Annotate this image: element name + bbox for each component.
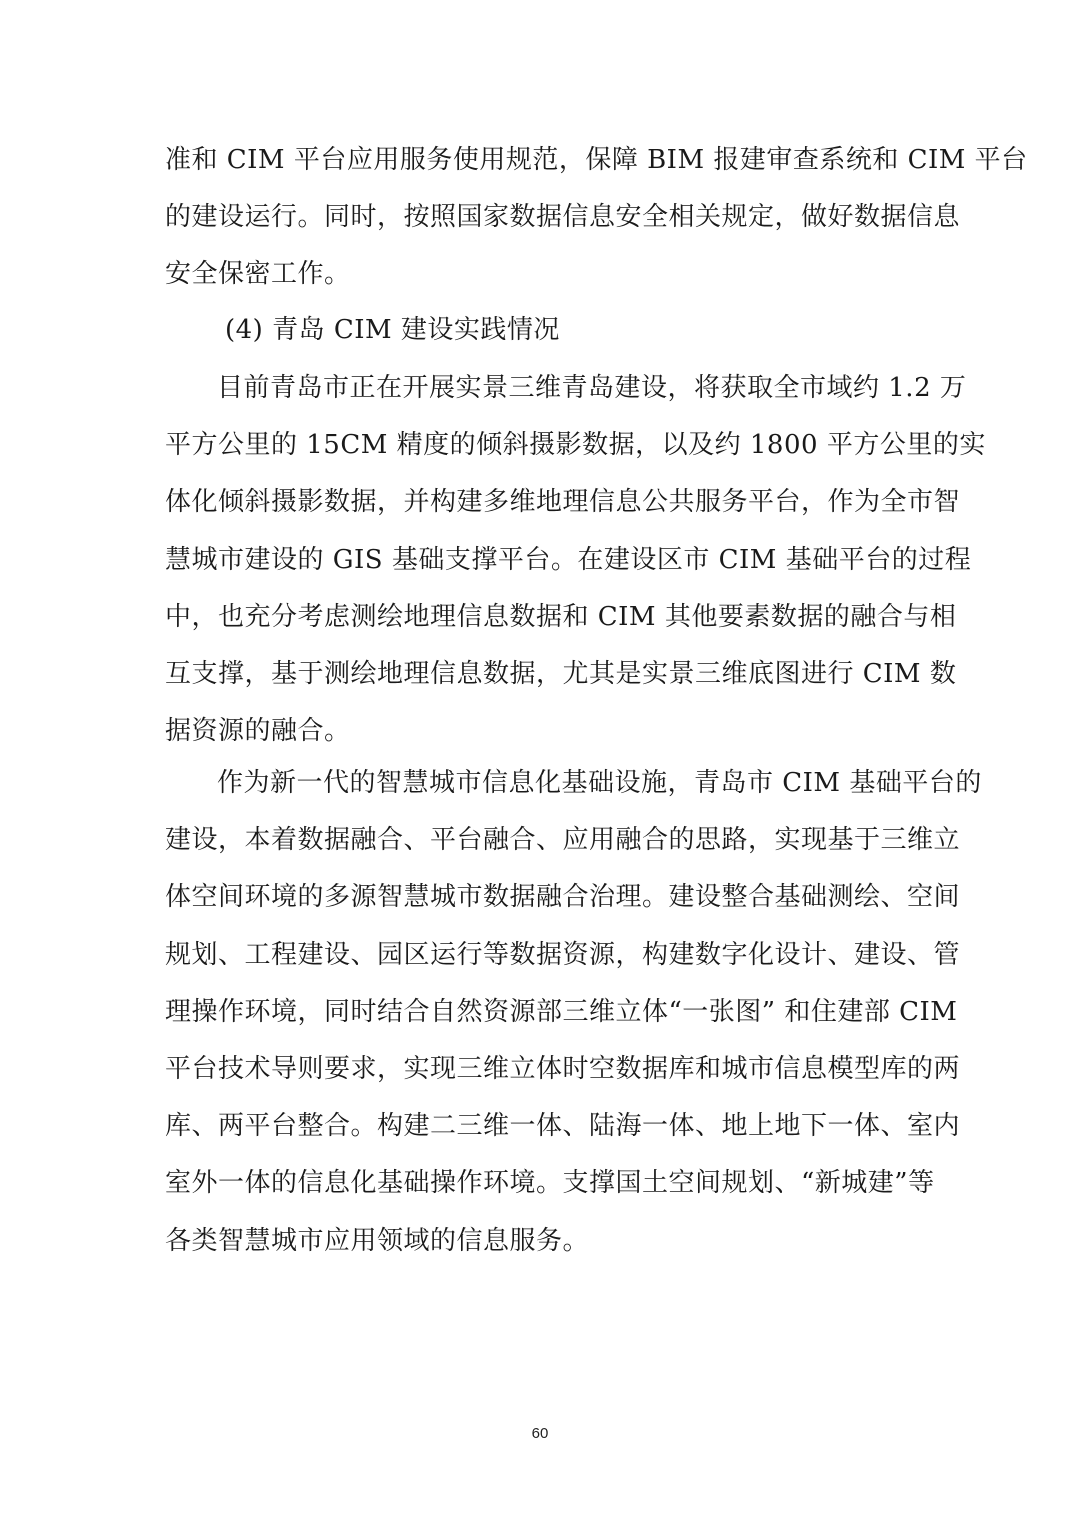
paragraph-3 <box>165 755 982 1270</box>
paragraph-line: 的建设运行。同时，按照国家数据信息安全相关规定，做好数据信息 <box>165 202 961 233</box>
paragraph-2 <box>165 360 986 760</box>
paragraph-line: 理操作环境，同时结合自然资源部三维立体“一张图” 和住建部 CIM <box>165 996 958 1027</box>
paragraph-line: 慧城市建设的 GIS 基础支撑平台。在建设区市 CIM 基础平台的过程 <box>165 544 972 575</box>
paragraph-line: 各类智慧城市应用领域的信息服务。 <box>165 1225 590 1256</box>
paragraph-line: 目前青岛市正在开展实景三维青岛建设，将获取全市域约 1.2 万 <box>217 373 967 403</box>
paragraph-line: 平台技术导则要求，实现三维立体时空数据库和城市信息模型库的两 <box>165 1053 961 1084</box>
section-heading: (4) 青岛 CIM 建设实践情况 <box>225 315 560 345</box>
paragraph-line: 中，也充分考虑测绘地理信息数据和 CIM 其他要素数据的融合与相 <box>165 601 957 632</box>
page-number: 60 <box>531 1425 549 1442</box>
paragraph-line: 体空间环境的多源智慧城市数据融合治理。建设整合基础测绘、空间 <box>165 882 961 913</box>
paragraph-line: 作为新一代的智慧城市信息化基础设施，青岛市 CIM 基础平台的 <box>217 768 982 798</box>
paragraph-line: 准和 CIM 平台应用服务使用规范，保障 BIM 报建审查系统和 CIM 平台 <box>165 145 1028 175</box>
paragraph-line: 体化倾斜摄影数据，并构建多维地理信息公共服务平台，作为全市智 <box>165 487 961 518</box>
paragraph-line: 互支撑，基于测绘地理信息数据，尤其是实景三维底图进行 CIM 数 <box>165 658 957 689</box>
paragraph-1 <box>165 132 1028 304</box>
paragraph-line: 库、两平台整合。构建二三维一体、陆海一体、地上地下一体、室内 <box>165 1111 961 1142</box>
paragraph-line: 建设，本着数据融合、平台融合、应用融合的思路，实现基于三维立 <box>165 825 961 856</box>
paragraph-line: 室外一体的信息化基础操作环境。支撑国土空间规划、“新城建”等 <box>165 1168 935 1199</box>
paragraph-line: 据资源的融合。 <box>165 716 351 747</box>
paragraph-line: 安全保密工作。 <box>165 259 351 290</box>
paragraph-line: 平方公里的 15CM 精度的倾斜摄影数据，以及约 1800 平方公里的实 <box>165 430 986 461</box>
paragraph-line: 规划、工程建设、园区运行等数据资源，构建数字化设计、建设、管 <box>165 939 961 970</box>
